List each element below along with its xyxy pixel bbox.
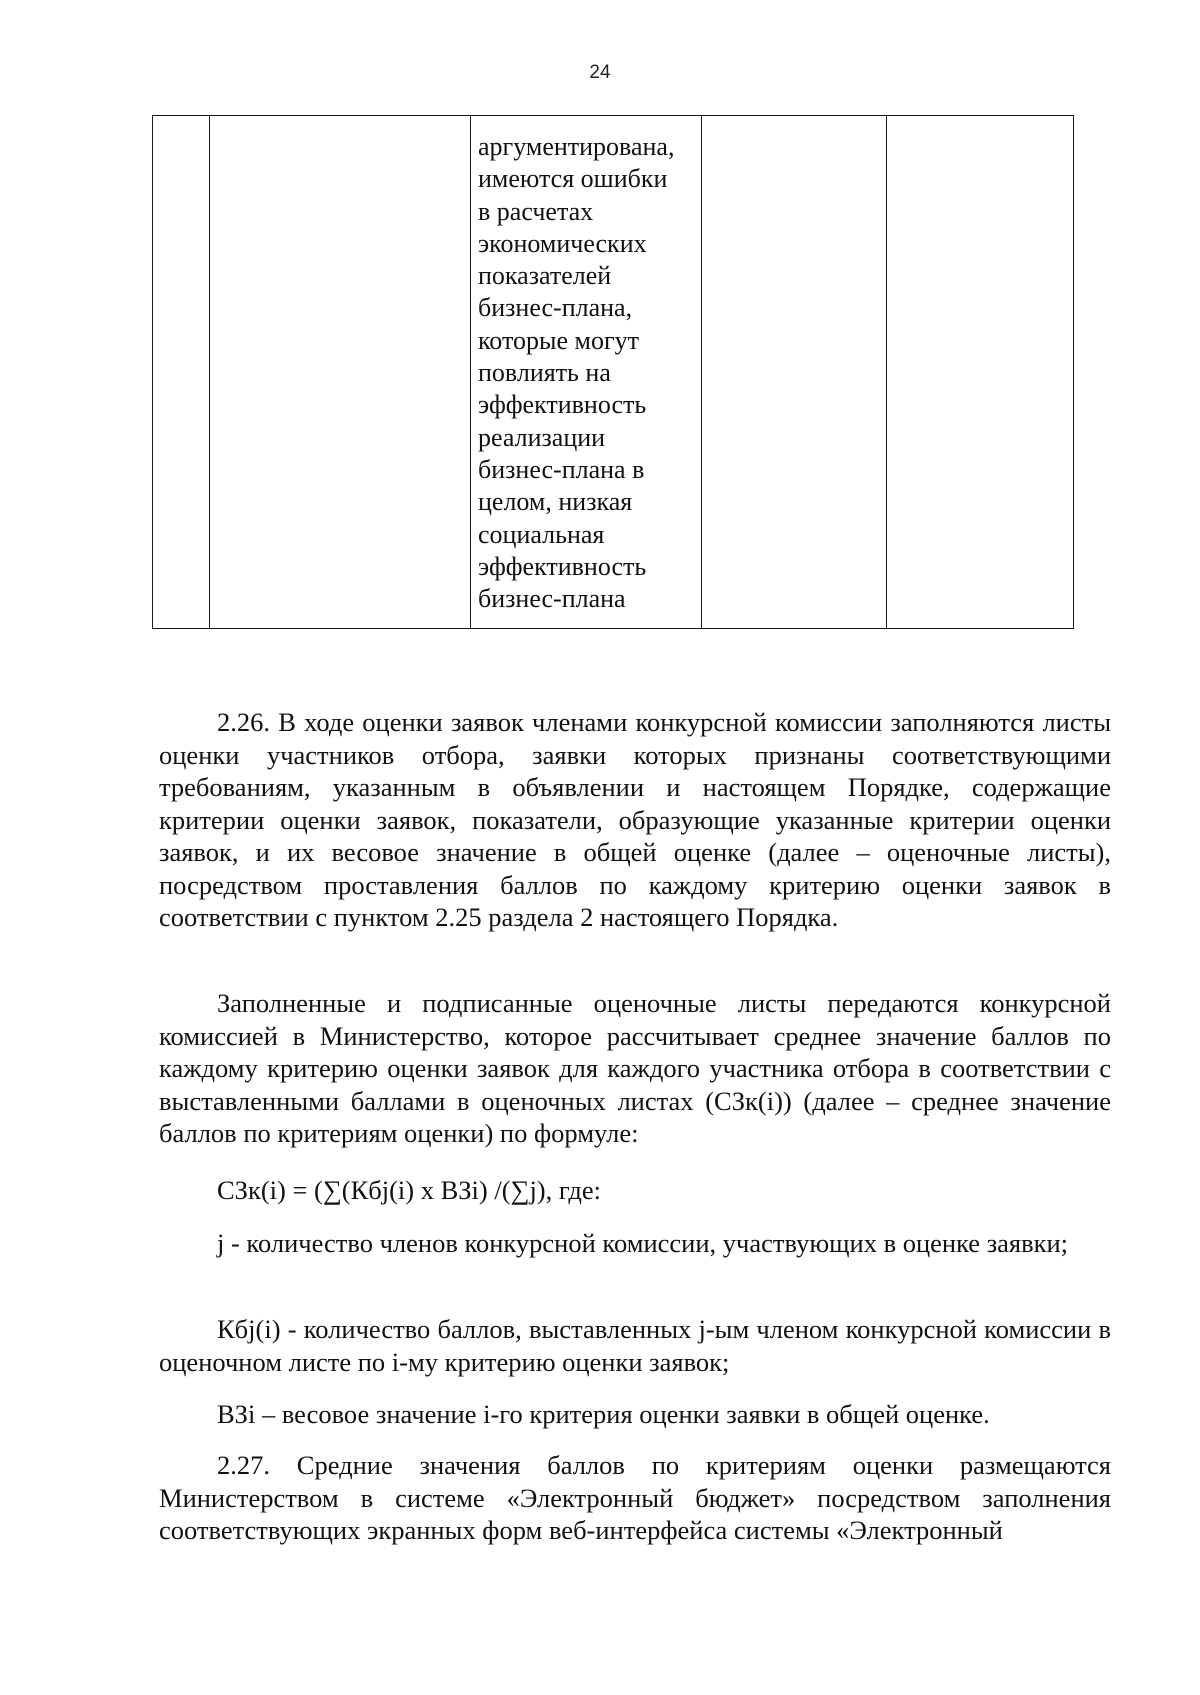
table-cell-criterion [210, 116, 471, 629]
table-cell-weight [887, 116, 1074, 629]
criteria-table [152, 115, 1074, 629]
description-line: эффективность [478, 551, 647, 581]
description-line: в расчетах [478, 196, 594, 226]
page-number: 24 [589, 62, 611, 83]
description-line: экономических [478, 228, 647, 258]
formula-text: СЗк(i) = (∑(Кбj(i) x ВЗi) /(∑j), где: [217, 1175, 602, 1205]
definition-kbj [159, 1313, 1111, 1378]
description-line: целом, низкая [478, 487, 633, 517]
table-row [153, 116, 1074, 629]
description-line: аргументирована, [478, 132, 675, 161]
definition-vzi [159, 1398, 1111, 1431]
definition-text: Кбj(i) - количество баллов, выставленных j-ым членом конкурсной комиссии в оценочном листе по i-му критерию оценки заявок; [159, 1314, 1111, 1377]
description-line: социальная [478, 519, 605, 549]
paragraph-filled-sheets [159, 987, 1111, 1150]
description-line: эффективность [478, 390, 647, 420]
paragraph-text: 2.27. Средние значения баллов по критериям оценки размещаются Министерством в системе «Электронный бюджет» посредством заполнения соответствующих экранных форм веб-интерфейса системы «Электронный [159, 1450, 1111, 1545]
formula [159, 1174, 1111, 1207]
criterion-description [471, 116, 701, 615]
paragraph-text: Заполненные и подписанные оценочные листы передаются конкурсной комиссией в Министерство, которое рассчитывает среднее значение баллов по каждому критерию оценки заявок для каждого участника отбора в соответствии с выставленными баллами в оценочных листах (СЗк(i)) (далее – среднее значение баллов по критериям оценки) по формуле: [159, 988, 1111, 1148]
description-line: имеются ошибки [478, 164, 668, 194]
description-line: бизнес-плана [478, 584, 626, 614]
paragraph-2-26 [159, 706, 1111, 934]
definition-j [159, 1227, 1111, 1260]
table-cell-score [702, 116, 887, 629]
definition-text: ВЗi – весовое значение i-го критерия оценки заявки в общей оценке. [217, 1399, 990, 1429]
description-line: реализации [478, 422, 606, 452]
description-line: которые могут [478, 325, 639, 355]
description-line: показателей [478, 261, 612, 291]
description-line: бизнес-плана в [478, 454, 645, 484]
paragraph-text: 2.26. В ходе оценки заявок членами конкурсной комиссии заполняются листы оценки участников отбора, заявки которых признаны соответствующими требованиям, указанным в объявлении и настоящем Порядке, содержащие критерии оценки заявок, показатели, образующие указанные критерии оценки заявок, и их весовое значение в общей оценке (далее – оценочные листы), посредством проставления баллов по каждому критерию оценки заявок в соответствии с пунктом 2.25 раздела 2 настоящего Порядка. [159, 707, 1111, 932]
table-cell-number [153, 116, 210, 629]
paragraph-2-27 [159, 1449, 1111, 1547]
table-cell-description [471, 116, 702, 629]
description-line: повлиять на [478, 358, 611, 388]
description-line: бизнес-плана, [478, 293, 633, 323]
definition-text: j - количество членов конкурсной комиссии, участвующих в оценке заявки; [217, 1228, 1069, 1258]
